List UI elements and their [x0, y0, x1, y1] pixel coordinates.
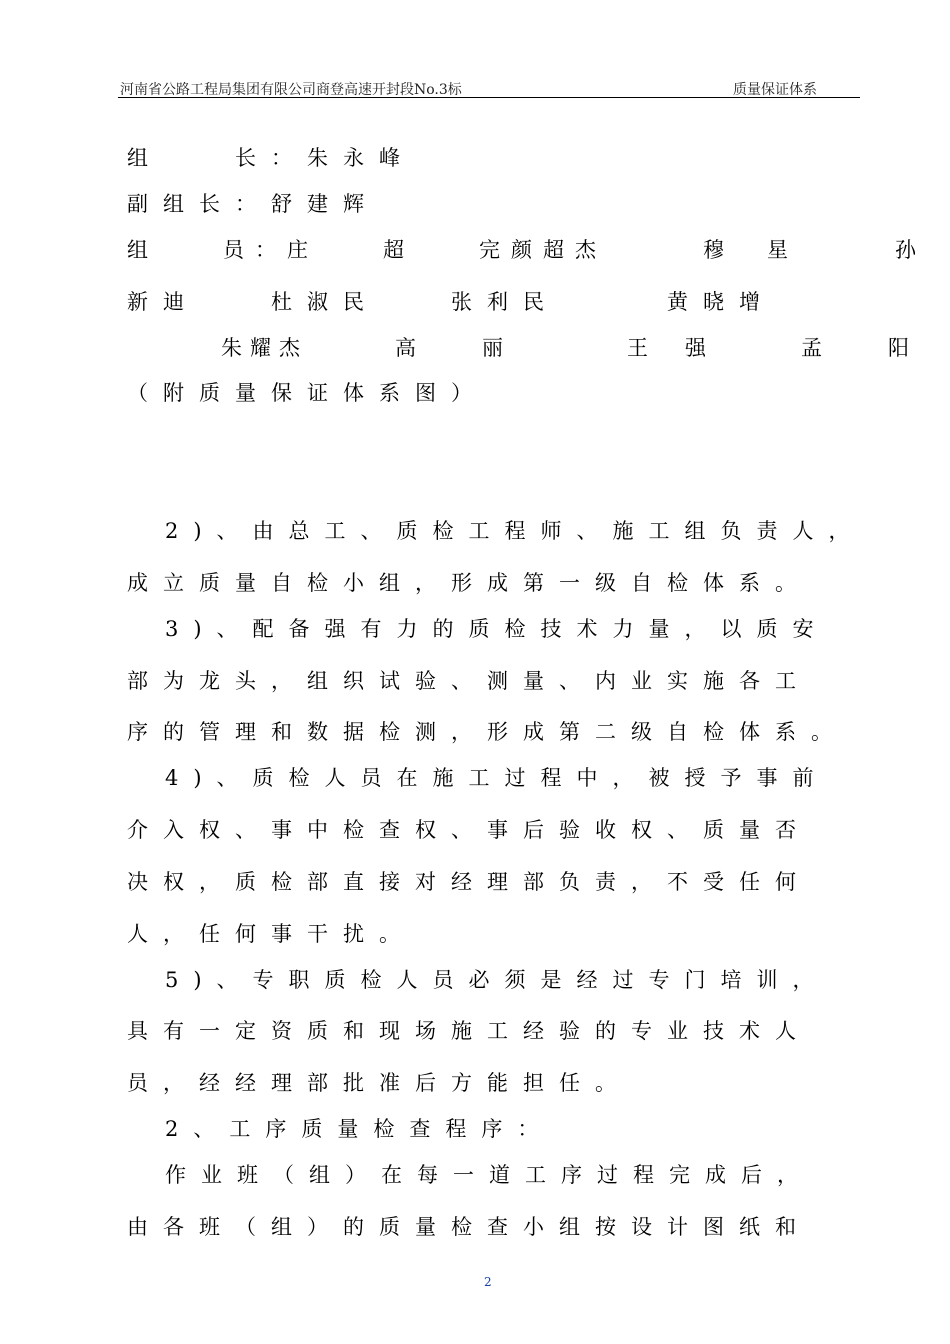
- paragraph-line: 2)、由总工、质检工程师、施工组负责人，: [165, 519, 865, 543]
- paragraph-line: 成立质量自检小组，形成第一级自检体系。: [127, 571, 811, 595]
- paragraph-line: 序的管理和数据检测，形成第二级自检体系。: [127, 720, 847, 744]
- header-section-title: 质量保证体系: [733, 82, 817, 98]
- figure-reference: （附质量保证体系图）: [127, 381, 487, 405]
- paragraph-line: 由各班（组）的质量检查小组按设计图纸和: [127, 1215, 811, 1239]
- paragraph-line: 4)、质检人员在施工过程中，被授予事前: [165, 766, 829, 790]
- paragraph-line: 5)、专职质检人员必须是经过专门培训，: [165, 968, 829, 992]
- page-number: 2: [484, 1275, 492, 1289]
- paragraph-line: 部为龙头，组织试验、测量、内业实施各工: [127, 669, 811, 693]
- header-project-name: 河南省公路工程局集团有限公司商登高速开封段No.3标: [120, 82, 462, 98]
- team-members-line-3: 朱耀杰 高 丽 王 强 孟 阳: [221, 336, 917, 360]
- section-heading: 2、工序质量检查程序：: [165, 1117, 554, 1141]
- paragraph-line: 人，任何事干扰。: [127, 922, 415, 946]
- team-leader-line: 组 长：朱永峰: [127, 146, 415, 170]
- paragraph-line: 作业班（组）在每一道工序过程完成后，: [165, 1163, 813, 1187]
- paragraph-line: 3)、配备强有力的质检技术力量，以质安: [165, 617, 829, 641]
- paragraph-line: 决权，质检部直接对经理部负责，不受任何: [127, 870, 811, 894]
- team-members-line-2: 新迪 杜淑民 张利民 黄晓增: [127, 290, 775, 314]
- paragraph-line: 介入权、事中检查权、事后验收权、质量否: [127, 818, 811, 842]
- deputy-leader-line: 副组长：舒建辉: [127, 192, 379, 216]
- team-members-line-1: 组 员：庄 超 完颜超杰 穆 星 孙: [127, 238, 927, 262]
- header-rule: [118, 97, 860, 98]
- paragraph-line: 员，经经理部批准后方能担任。: [127, 1071, 631, 1095]
- paragraph-line: 具有一定资质和现场施工经验的专业技术人: [127, 1019, 811, 1043]
